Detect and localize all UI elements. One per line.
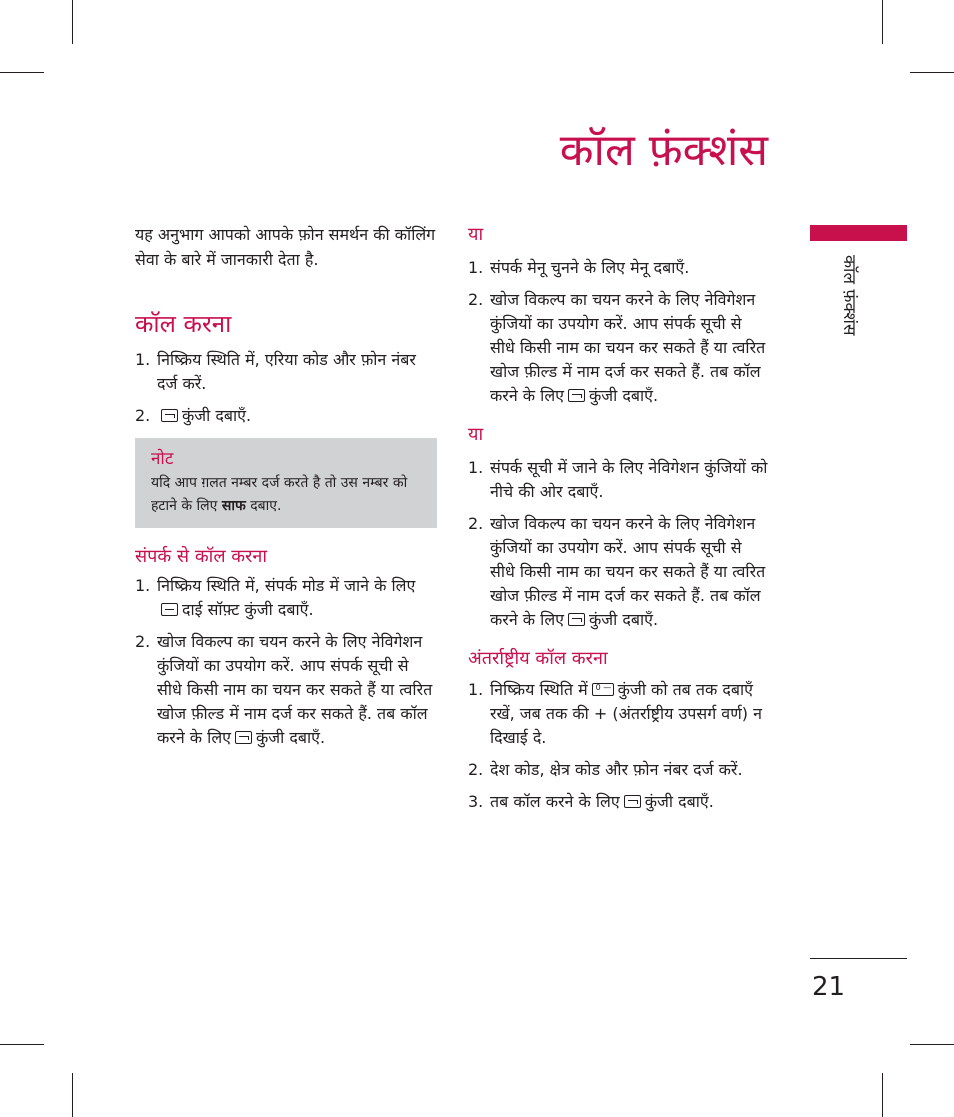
section-heading-or: या [468, 224, 484, 245]
right-column [468, 222, 771, 822]
list-item: 3. तब कॉल करने के लिए कुंजी दबाएँ. [468, 792, 714, 811]
international-call-steps [468, 678, 771, 814]
side-tab-bar [810, 225, 907, 241]
crop-mark [72, 0, 73, 44]
send-key-icon [568, 613, 585, 626]
list-item: 1. संपर्क मेनू चुनने के लिए मेनू दबाएँ. [468, 258, 690, 277]
note-text: यदि आप ग़लत नम्बर दर्ज करते है तो उस नम्बर को हटाने के लिए साफ दबाए. [151, 475, 408, 514]
list-item: 2. देश कोड, क्षेत्र कोड और फ़ोन नंबर दर्ज करें. [468, 760, 743, 779]
send-key-icon [568, 389, 585, 402]
section-heading-making-call: कॉल करना [135, 310, 232, 338]
list-item: 2. कुंजी दबाएँ. [135, 406, 252, 425]
crop-mark [910, 72, 954, 73]
list-item: 2. खोज विकल्प का चयन करने के लिए नेविगेशन कुंजियों का उपयोग करें. आप संपर्क सूची से सीधे किसी नाम का चयन कर सकते हैं या त्वरित खोज फ़ील्ड में नाम दर्ज कर सकते हैं. तब कॉल करने के लिए कुंजी दबाएँ. [468, 514, 766, 629]
crop-mark [910, 1044, 954, 1045]
list-item: 1. निष्क्रिय स्थिति में, एरिया कोड और फ़ोन नंबर दर्ज करें. [135, 350, 416, 393]
crop-mark [882, 1073, 883, 1117]
or-steps-1 [468, 256, 771, 408]
contacts-call-steps [135, 574, 437, 750]
or-steps-2 [468, 456, 771, 632]
crop-mark [72, 1073, 73, 1117]
note-title: नोट [151, 449, 174, 469]
list-item: 2. खोज विकल्प का चयन करने के लिए नेविगेशन कुंजियों का उपयोग करें. आप संपर्क सूची से सीधे किसी नाम का चयन कर सकते हैं या त्वरित खोज फ़ील्ड में नाम दर्ज कर सकते हैं. तब कॉल करने के लिए कुंजी दबाएँ. [468, 290, 766, 405]
crop-mark [0, 1044, 44, 1045]
section-heading-contacts-call: संपर्क से कॉल करना [135, 546, 268, 567]
page-title: कॉल फ़ंक्शंस [559, 125, 768, 176]
left-column [135, 222, 437, 758]
send-key-icon [161, 409, 178, 422]
note-box [135, 438, 437, 528]
intro-paragraph: यह अनुभाग आपको आपके फ़ोन समर्थन की कॉलिंग सेवा के बारे में जानकारी देता है. [135, 225, 436, 269]
page-number: 21 [812, 972, 846, 1002]
list-item: 1. संपर्क सूची में जाने के लिए नेविगेशन कुंजियों को नीचे की ओर दबाएँ. [468, 458, 768, 501]
crop-mark [882, 0, 883, 44]
soft-key-icon [161, 603, 178, 616]
zero-key-icon [592, 683, 614, 696]
list-item: 2. खोज विकल्प का चयन करने के लिए नेविगेशन कुंजियों का उपयोग करें. आप संपर्क सूची से सीधे किसी नाम का चयन कर सकते हैं या त्वरित खोज फ़ील्ड में नाम दर्ज कर सकते हैं. तब कॉल करने के लिए कुंजी दबाएँ. [135, 632, 433, 747]
making-call-steps [135, 348, 437, 428]
section-heading-or: या [468, 424, 484, 445]
crop-mark [0, 72, 44, 73]
send-key-icon [235, 731, 252, 744]
list-item: 1. निष्क्रिय स्थिति में, संपर्क मोड में जाने के लिएदाई सॉफ़्ट कुंजी दबाएँ. [135, 576, 416, 619]
send-key-icon [624, 795, 641, 808]
list-item: 1. निष्क्रिय स्थिति में0 — कुंजी को तब तक दबाएँ रखें, जब तक की + (अंतर्राष्ट्रीय उपसर्ग वर्ण) न दिखाई दे. [468, 678, 771, 750]
section-heading-international-call: अंतर्राष्ट्रीय कॉल करना [468, 648, 608, 669]
clear-key-label: साफ [221, 498, 246, 514]
side-tab-label: कॉल फ़ंक्शंस [839, 255, 859, 336]
footer-rule [810, 958, 907, 959]
